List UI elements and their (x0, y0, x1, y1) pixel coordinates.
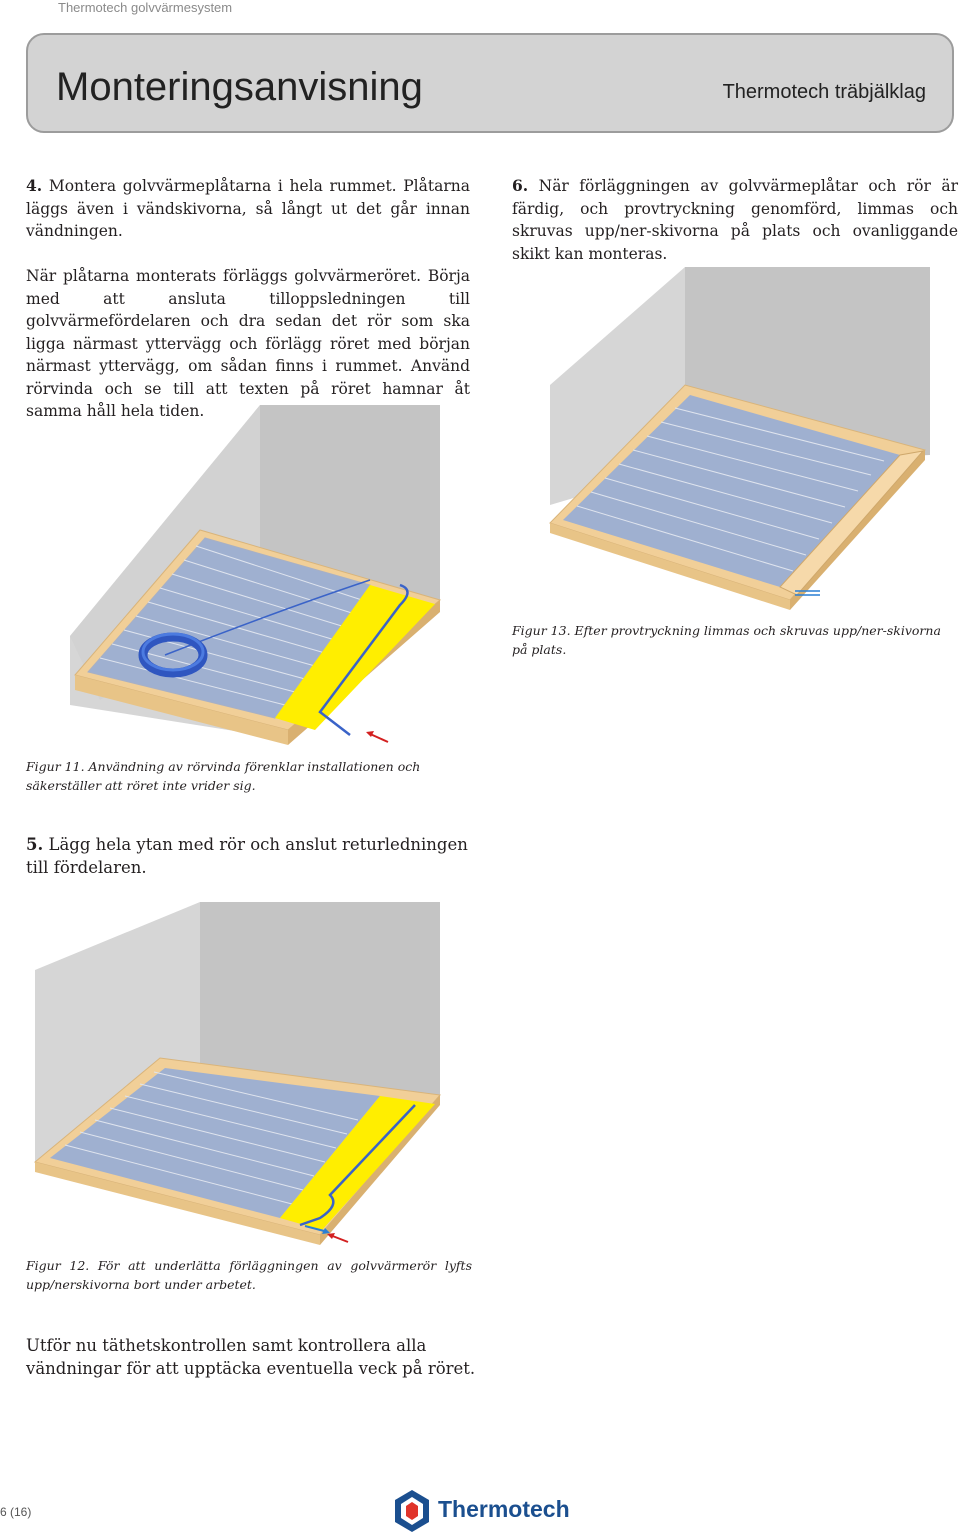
running-header: Thermotech golvvärmesystem (58, 0, 233, 15)
pipe-instructions: När plåtarna monterats förläggs golvvärmeröret. Börja med att ansluta tilloppsledningen till golvvärmefördelaren och dra sedan det rör som ska ligga närmast yttervägg och förlägg röret med början närmast yttervägg, om sådan finns i rummet. Använd rörvinda och se till att texten på röret hamnar åt samma håll hela tiden. (26, 267, 470, 420)
brand-name: Thermotech (438, 1496, 570, 1522)
step-5-text: Lägg hela ytan med rör och anslut returledningen till fördelaren. (26, 835, 468, 877)
page-subtitle: Thermotech träbjälklag (722, 81, 926, 103)
step-6 (512, 175, 958, 265)
figure-13-caption: Figur 13. Efter provtryckning limmas och skruvas upp/ner-skivorna på plats. (512, 623, 941, 657)
step-6-number: 6. (512, 176, 529, 195)
step-4-number: 4. (26, 176, 43, 195)
step-5 (26, 833, 470, 879)
page-title: Monteringsanvisning (56, 65, 423, 109)
final-instructions: Utför nu täthetskontrollen samt kontrollera alla vändningar för att upptäcka eventuella veck på röret. (26, 1336, 476, 1378)
figure-12-illustration (30, 900, 450, 1250)
thermotech-logo-icon (392, 1488, 432, 1534)
step-5-number: 5. (26, 835, 44, 854)
thermotech-logo (392, 1488, 582, 1534)
step-6-text: När förläggningen av golvvärmeplåtar och rör är färdig, och provtryckning genomförd, limmas och skruvas upp/ner-skivorna på plats och ovanliggande skikt kan monteras. (512, 177, 958, 263)
page-number: 6 (16) (0, 1505, 32, 1519)
step-4-text: Montera golvvärmeplåtarna i hela rummet. Plåtarna läggs även i vändskivorna, så långt ut det går innan vändningen. (26, 177, 470, 240)
supply-arrow-icon (366, 731, 388, 742)
step-4 (26, 175, 470, 243)
supply-arrow-icon (327, 1233, 348, 1242)
figure-12-caption: Figur 12. För att underlätta förläggningen av golvvärmerör lyfts upp/nerskivorna bort under arbetet. (26, 1258, 472, 1292)
figure-11-caption: Figur 11. Användning av rörvinda förenklar installationen och säkerställer att röret inte vrider sig. (26, 759, 421, 793)
figure-13-illustration (545, 265, 935, 615)
title-banner (26, 33, 954, 133)
figure-11-illustration (70, 400, 450, 750)
